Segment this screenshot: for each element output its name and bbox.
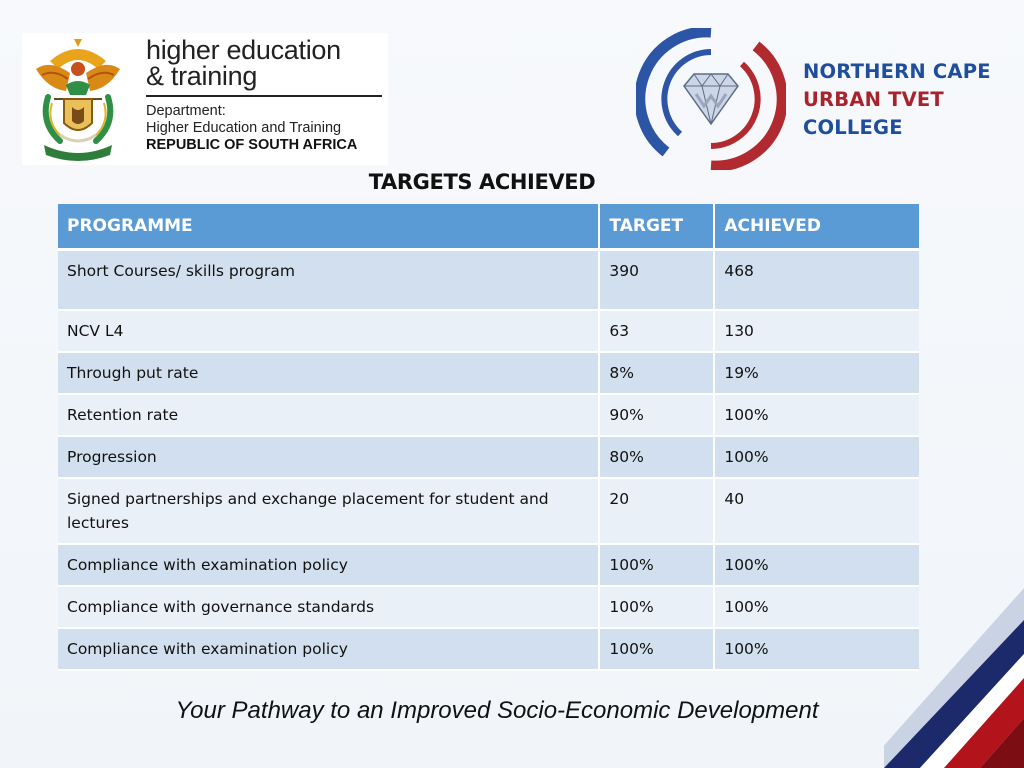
dhet-line-1: higher education (146, 35, 341, 65)
dhet-wordmark (146, 37, 386, 154)
cell-achieved: 100% (715, 629, 919, 671)
dhet-logo (22, 33, 388, 165)
cell-achieved: 40 (715, 479, 919, 545)
table-row (58, 251, 919, 311)
table-row (58, 395, 919, 437)
cell-programme: Compliance with examination policy (58, 545, 600, 587)
footer-tagline: Your Pathway to an Improved Socio-Economic Development (175, 697, 819, 724)
cell-achieved: 100% (715, 545, 919, 587)
cell-achieved: 130 (715, 311, 919, 353)
cell-programme: Signed partnerships and exchange placement for student and lectures (58, 479, 600, 545)
cell-target: 80% (600, 437, 715, 479)
college-name-line-2: URBAN TVET (803, 88, 944, 111)
cell-programme: Through put rate (58, 353, 600, 395)
dhet-divider (146, 95, 382, 97)
column-header-programme: PROGRAMME (58, 204, 600, 251)
cell-achieved: 100% (715, 437, 919, 479)
table-row (58, 353, 919, 395)
cell-achieved: 19% (715, 353, 919, 395)
cell-target: 20 (600, 479, 715, 545)
college-name-line-1: NORTHERN CAPE (803, 60, 991, 83)
college-name-line-3: COLLEGE (803, 116, 903, 139)
college-name (803, 58, 991, 142)
targets-table (58, 204, 919, 671)
decorative-stripes (884, 568, 1024, 768)
cell-achieved: 468 (715, 251, 919, 311)
dhet-line-5: REPUBLIC OF SOUTH AFRICA (146, 137, 358, 153)
table-header-row (58, 204, 919, 251)
cell-target: 100% (600, 587, 715, 629)
cell-programme: NCV L4 (58, 311, 600, 353)
cell-target: 100% (600, 629, 715, 671)
cell-programme: Progression (58, 437, 600, 479)
column-header-achieved: ACHIEVED (715, 204, 919, 251)
cell-target: 100% (600, 545, 715, 587)
dhet-line-4: Higher Education and Training (146, 120, 342, 136)
dhet-line-3: Department: (146, 103, 226, 119)
table-row (58, 311, 919, 353)
slide-title: TARGETS ACHIEVED (368, 170, 596, 194)
college-logo-icon (636, 28, 786, 170)
cell-programme: Retention rate (58, 395, 600, 437)
cell-programme: Compliance with governance standards (58, 587, 600, 629)
cell-achieved: 100% (715, 395, 919, 437)
cell-target: 8% (600, 353, 715, 395)
cell-target: 90% (600, 395, 715, 437)
cell-programme: Short Courses/ skills program (58, 251, 600, 311)
cell-programme: Compliance with examination policy (58, 629, 600, 671)
table-row (58, 587, 919, 629)
table-row (58, 629, 919, 671)
diamond-icon (684, 74, 738, 124)
cell-target: 63 (600, 311, 715, 353)
column-header-target: TARGET (600, 204, 715, 251)
table-row (58, 437, 919, 479)
cell-achieved: 100% (715, 587, 919, 629)
dhet-line-2: & training (146, 61, 258, 91)
table-row (58, 545, 919, 587)
cell-target: 390 (600, 251, 715, 311)
table-row (58, 479, 919, 545)
coat-of-arms-icon (30, 39, 126, 161)
